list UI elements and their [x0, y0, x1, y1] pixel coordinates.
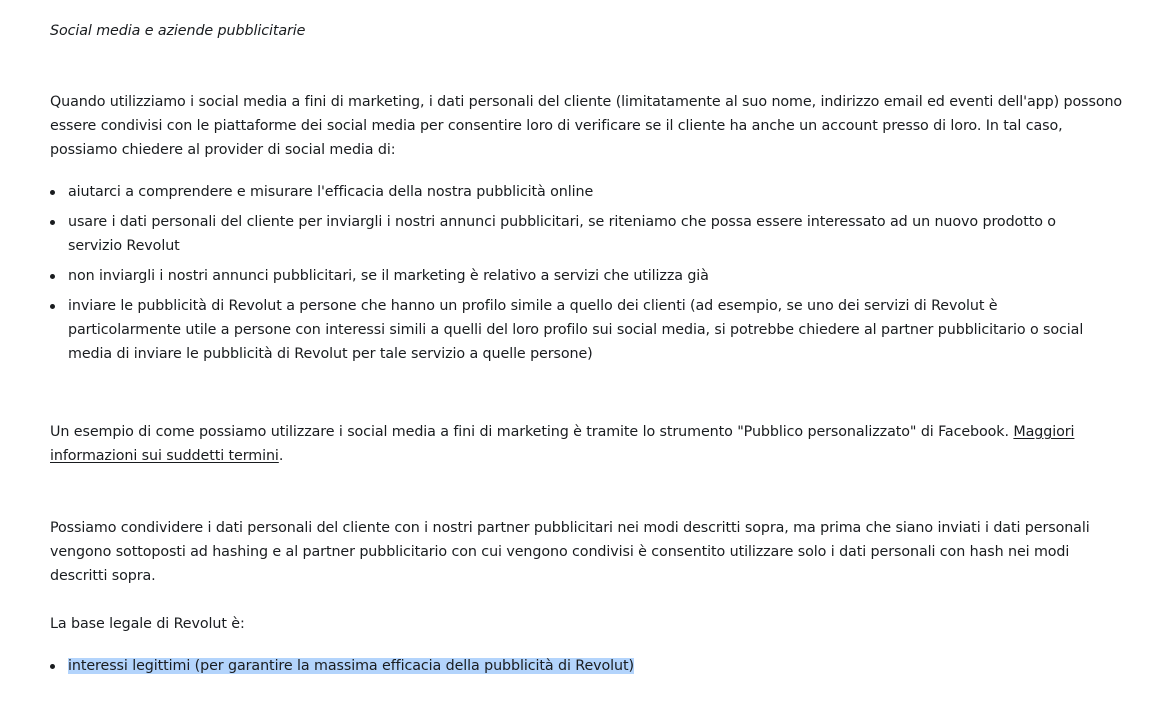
- bullet-dot-icon: [50, 274, 55, 279]
- list-item: [50, 294, 1108, 366]
- example-trailing: .: [278, 448, 284, 464]
- intro-paragraph: Quando utilizziamo i social media a fini di marketing, i dati personali del cliente (limitatamente al suo nome, indirizzo email ed eventi dell'app) possono essere condivisi con le piattaforme dei social media per consentire loro di verificare se il cliente ha anche un account presso di loro. In tal caso, possiamo chiedere al provider di social media di:: [50, 94, 1123, 158]
- list-item: [50, 180, 1108, 204]
- list-item-text: aiutarci a comprendere e misurare l'efficacia della nostra pubblicità online: [68, 184, 594, 200]
- list-item-text: usare i dati personali del cliente per inviargli i nostri annunci pubblicitari, se riteniamo che possa essere interessato ad un nuovo prodotto o servizio Revolut: [68, 214, 1056, 254]
- legal-basis-label: La base legale di Revolut è:: [50, 616, 245, 632]
- hashing-paragraph: Possiamo condividere i dati personali del cliente con i nostri partner pubblicitari nei modi descritti sopra, ma prima che siano inviati i dati personali vengono sottoposti ad hashing e al partner pubblicitario con cui vengono condivisi è consentito utilizzare solo i dati personali con hash nei modi descritti sopra.: [50, 520, 1090, 584]
- legal-basis-list: [50, 654, 1112, 678]
- bullet-dot-icon: [50, 664, 55, 669]
- list-item: [50, 210, 1108, 258]
- list-item-text: inviare le pubblicità di Revolut a persone che hanno un profilo simile a quello dei clienti (ad esempio, se uno dei servizi di Revolut è particolarmente utile a persone con interessi simili a quelli del loro profilo sui social media, si potrebbe chiedere al partner pubblicitario o social media di inviare le pubblicità di Revolut per tale servizio a quelle persone): [68, 298, 1084, 362]
- example-paragraph: [50, 420, 1128, 468]
- list-item: [50, 264, 1108, 288]
- more-info-link[interactable]: Maggiori informazioni sui suddetti termini: [50, 424, 1075, 464]
- example-text: Un esempio di come possiamo utilizzare i social media a fini di marketing è tramite lo strumento "Pubblico personalizzato" di Facebook.: [50, 424, 1014, 440]
- list-item-text: non inviargli i nostri annunci pubblicitari, se il marketing è relativo a servizi che utilizza già: [68, 268, 709, 284]
- section-title: Social media e aziende pubblicitarie: [50, 23, 306, 39]
- bullet-dot-icon: [50, 304, 55, 309]
- list-item: [50, 654, 1112, 678]
- provider-requests-list: [50, 180, 1108, 366]
- bullet-dot-icon: [50, 220, 55, 225]
- bullet-dot-icon: [50, 190, 55, 195]
- selected-list-item-text: interessi legittimi (per garantire la massima efficacia della pubblicità di Revolut): [68, 658, 635, 674]
